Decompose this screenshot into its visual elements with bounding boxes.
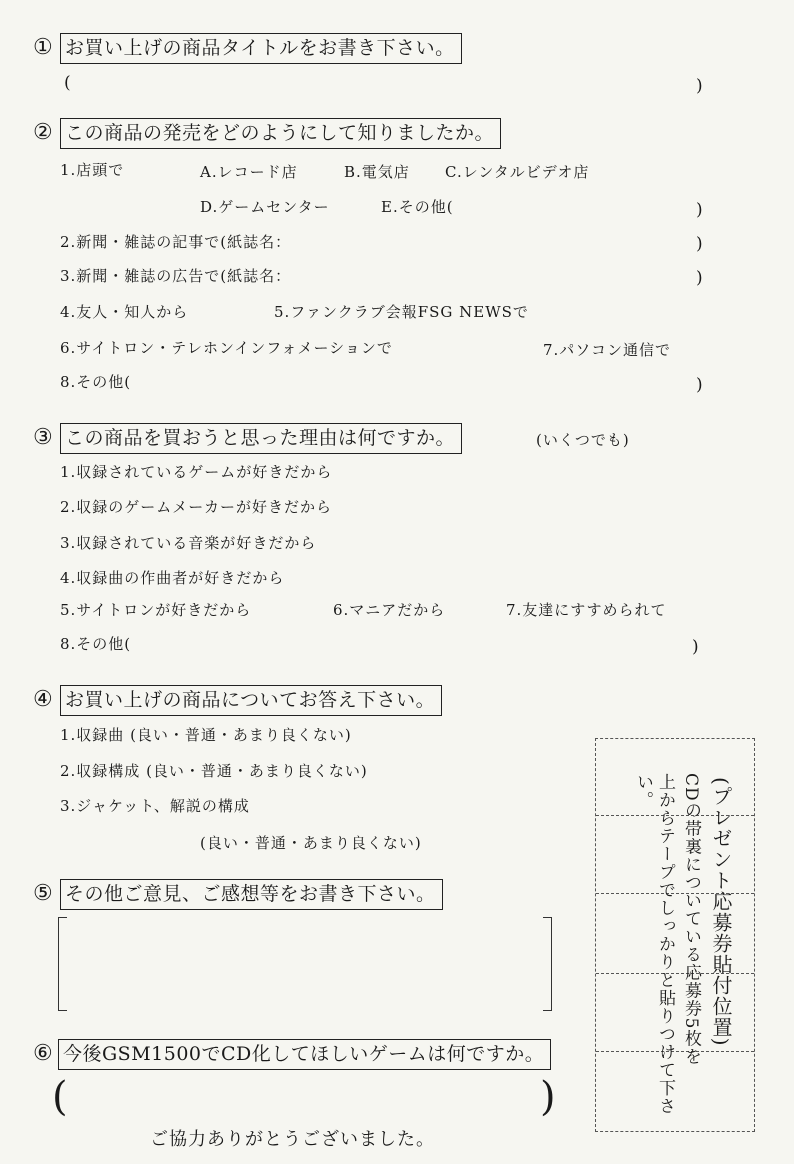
q3-option-3[interactable]: 3.収録されている音楽が好きだから	[60, 534, 317, 552]
q5-number: ⑤	[33, 881, 53, 906]
q2-option-1c[interactable]: C.レンタルビデオ店	[445, 163, 590, 181]
q4-number: ④	[33, 687, 53, 712]
q3-option-1[interactable]: 1.収録されているゲームが好きだから	[60, 463, 333, 481]
q6-answer-open: (	[52, 1074, 68, 1120]
q2-number: ②	[33, 120, 53, 145]
q2-option-1e-close: )	[696, 200, 703, 220]
q6-title: 今後GSM1500でCD化してほしいゲームは何ですか。	[58, 1039, 551, 1070]
q5-answer-left-bracket	[58, 917, 67, 1011]
q3-option-4[interactable]: 4.収録曲の作曲者が好きだから	[60, 569, 285, 587]
q4-option-1[interactable]: 1.収録曲 (良い・普通・あまり良くない)	[60, 726, 352, 744]
q2-option-3-close: )	[696, 268, 703, 288]
coupon-instruction-line1: CDの帯裏についている応募券5枚を	[681, 773, 701, 1066]
q5-answer-area[interactable]	[70, 918, 540, 1008]
q2-option-3[interactable]: 3.新聞・雑誌の広告で(紙誌名：	[60, 267, 292, 285]
q3-number: ③	[33, 425, 53, 450]
q3-option-8-close: )	[692, 637, 699, 657]
coupon-title: (プレゼント応募券貼付位置)	[709, 777, 733, 1047]
q2-option-1e[interactable]: E.その他(	[381, 198, 454, 216]
q3-option-6[interactable]: 6.マニアだから	[333, 601, 446, 619]
q2-option-1b[interactable]: B.電気店	[344, 163, 410, 181]
q6-number: ⑥	[33, 1041, 53, 1066]
q6-answer-area[interactable]	[75, 1080, 535, 1116]
q2-option-7[interactable]: 7.パソコン通信で	[543, 341, 672, 359]
q2-option-1d[interactable]: D.ゲームセンター	[200, 198, 330, 216]
q2-option-2-close: )	[696, 234, 703, 254]
q5-answer-right-bracket	[543, 917, 552, 1011]
q1-title: お買い上げの商品タイトルをお書き下さい。	[60, 33, 462, 64]
q4-option-3[interactable]: 3.ジャケット、解説の構成	[60, 797, 250, 815]
q3-title: この商品を買おうと思った理由は何ですか。	[60, 423, 462, 454]
q3-option-5[interactable]: 5.サイトロンが好きだから	[60, 601, 252, 619]
q5-title: その他ご意見、ご感想等をお書き下さい。	[60, 879, 443, 910]
q1-answer-close: )	[696, 76, 703, 96]
q2-title: この商品の発売をどのようにして知りましたか。	[60, 118, 501, 149]
q2-option-1[interactable]: 1.店頭で	[60, 161, 125, 179]
q3-option-2[interactable]: 2.収録のゲームメーカーが好きだから	[60, 498, 333, 516]
q2-option-2[interactable]: 2.新聞・雑誌の記事で(紙誌名：	[60, 233, 292, 251]
thanks-message: ご協力ありがとうございました。	[150, 1129, 435, 1150]
q4-option-3-choices[interactable]: (良い・普通・あまり良くない)	[200, 834, 422, 852]
q2-option-1a[interactable]: A.レコード店	[200, 163, 298, 181]
q1-number: ①	[33, 35, 53, 60]
q2-option-8-close: )	[696, 375, 703, 395]
q2-option-8[interactable]: 8.その他(	[60, 373, 132, 391]
q3-option-7[interactable]: 7.友達にすすめられて	[506, 601, 667, 619]
q2-option-6[interactable]: 6.サイトロン・テレホンインフォメーションで	[60, 339, 393, 357]
q1-answer-open: (	[64, 73, 71, 93]
q2-option-5[interactable]: 5.ファンクラブ会報FSG NEWSで	[274, 303, 529, 321]
q3-note: (いくつでも)	[536, 431, 630, 449]
q4-option-2[interactable]: 2.収録構成 (良い・普通・あまり良くない)	[60, 762, 368, 780]
coupon-instruction-line2: 上からテープでしっかりと貼りつけて下さい。	[633, 773, 675, 1115]
coupon-paste-area	[595, 738, 755, 1132]
q3-option-8[interactable]: 8.その他(	[60, 635, 132, 653]
q6-answer-close: )	[540, 1074, 556, 1120]
q2-option-4[interactable]: 4.友人・知人から	[60, 303, 189, 321]
q4-title: お買い上げの商品についてお答え下さい。	[60, 685, 442, 716]
